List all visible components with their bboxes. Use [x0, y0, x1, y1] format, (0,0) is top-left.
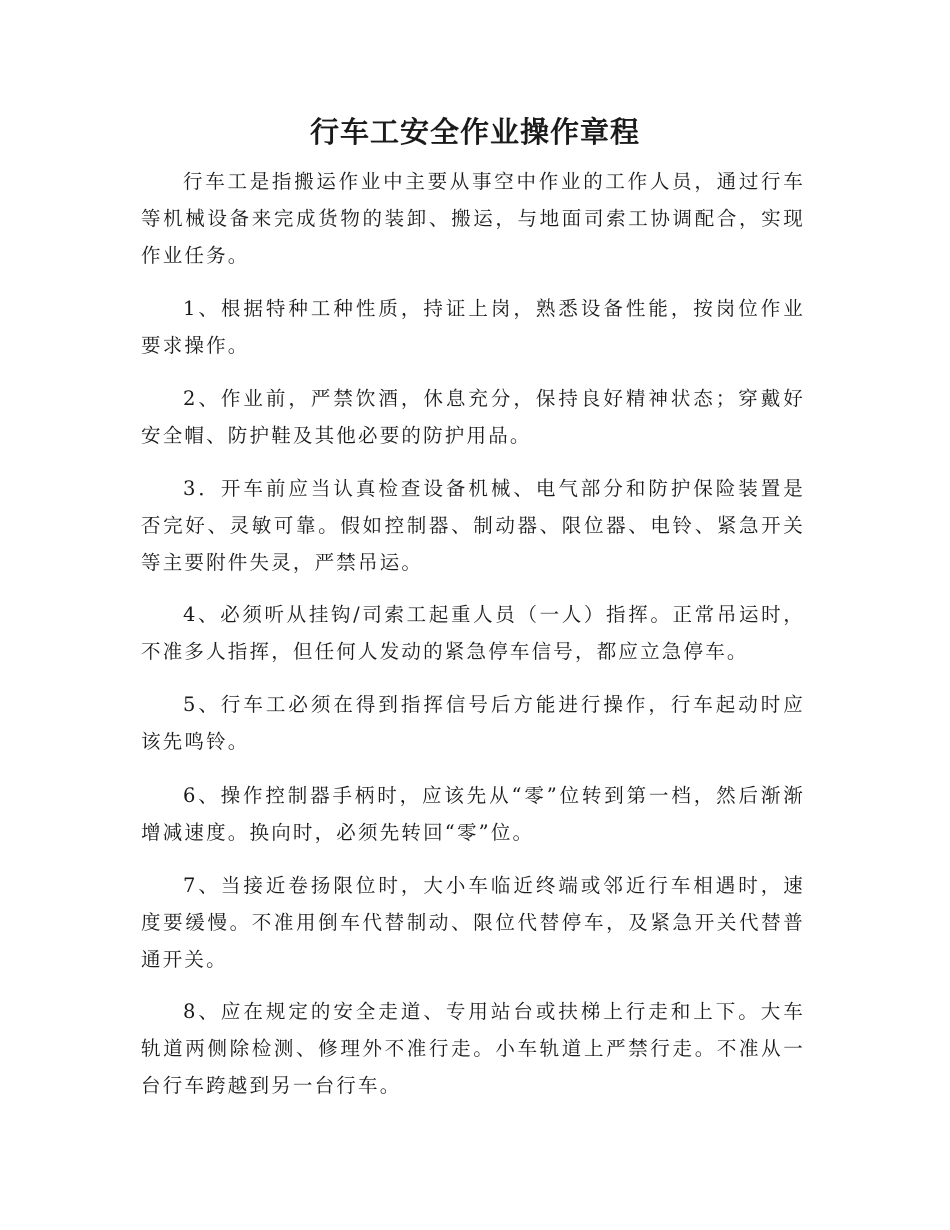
- rule-item-2: 2、作业前，严禁饮酒，休息充分，保持良好精神状态；穿戴好安全帽、防护鞋及其他必要的防护用品。: [141, 387, 805, 447]
- document-title: 行车工安全作业操作章程: [309, 115, 640, 149]
- rule-item-7: 7、当接近卷扬限位时，大小车临近终端或邻近行车相遇时，速度要缓慢。不准用倒车代替制动、限位代替停车，及紧急开关代替普通开关。: [141, 874, 805, 971]
- rule-item-3: 3．开车前应当认真检查设备机械、电气部分和防护保险装置是否完好、灵敏可靠。假如控制器、制动器、限位器、电铃、紧急开关等主要附件失灵，严禁吊运。: [141, 477, 805, 574]
- rule-item-1: 1、根据特种工种性质，持证上岗，熟悉设备性能，按岗位作业要求操作。: [141, 297, 805, 357]
- rule-item-5: 5、行车工必须在得到指挥信号后方能进行操作，行车起动时应该先鸣铃。: [141, 693, 805, 753]
- intro-paragraph: 行车工是指搬运作业中主要从事空中作业的工作人员，通过行车等机械设备来完成货物的装卸、搬运，与地面司索工协调配合，实现作业任务。: [141, 170, 805, 267]
- rule-item-6: 6、操作控制器手柄时，应该先从“零”位转到第一档，然后渐渐增减速度。换向时，必须先转回“零”位。: [141, 784, 805, 844]
- rule-item-4: 4、必须听从挂钩/司索工起重人员（一人）指挥。正常吊运时，不准多人指挥，但任何人发动的紧急停车信号，都应立急停车。: [141, 603, 805, 663]
- rule-item-8: 8、应在规定的安全走道、专用站台或扶梯上行走和上下。大车轨道两侧除检测、修理外不准行走。小车轨道上严禁行走。不准从一台行车跨越到另一台行车。: [141, 1000, 805, 1097]
